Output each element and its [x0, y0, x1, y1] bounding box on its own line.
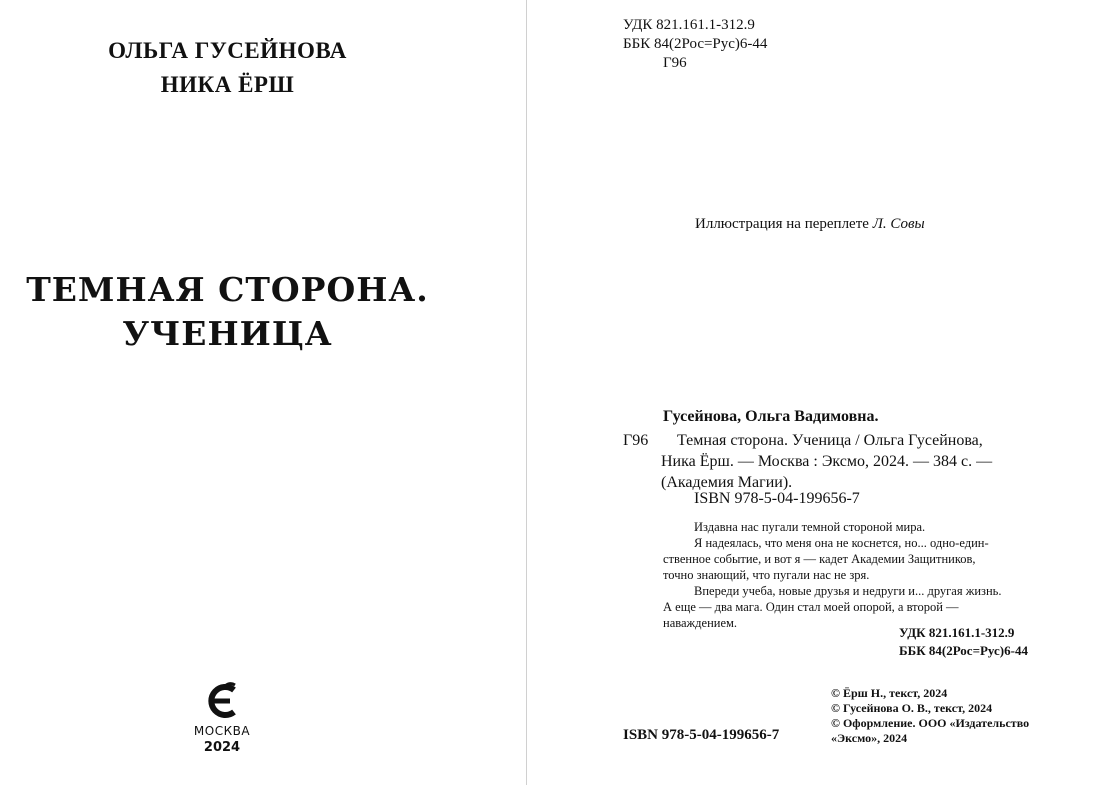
description-line: Темная сторона. Ученица / Ольга Гусейнова,: [677, 432, 983, 449]
record-isbn: ISBN 978-5-04-199656-7: [694, 490, 860, 507]
annotation: [663, 519, 1055, 631]
bbk-code: ББК 84(2Рос=Рус)6-44: [623, 36, 768, 52]
udk-code: УДК 821.161.1-312.9: [623, 17, 755, 33]
copyright-line: © Ёрш Н., текст, 2024: [831, 686, 948, 700]
annotation-line: А еще — два мага. Один стал моей опорой, а второй —: [663, 600, 959, 614]
record-code: Г96: [623, 432, 649, 449]
left-page: [0, 0, 526, 785]
udk-code: УДК 821.161.1-312.9: [899, 625, 1015, 640]
publisher-city: МОСКВА: [193, 724, 251, 738]
copyright-block: [831, 686, 1029, 746]
description-line: (Академия Магии).: [661, 474, 793, 491]
author-name: НИКА ЁРШ: [160, 72, 295, 97]
illustration-credit: [695, 216, 925, 233]
book-title-line: ТЕМНАЯ СТОРОНА.: [26, 270, 429, 309]
annotation-line: ственное событие, и вот я — кадет Академии Защитников,: [663, 552, 976, 566]
book-title-line: УЧЕНИЦА: [122, 314, 333, 353]
authors: [0, 34, 455, 102]
classification-bottom: [899, 624, 1028, 660]
classification-top: [623, 16, 767, 73]
illustration-artist: Л. Совы: [872, 216, 925, 232]
annotation-line: Я надеялась, что меня она не коснется, но... одно-един-: [694, 536, 989, 550]
description-line: Ника Ёрш. — Москва : Эксмо, 2024. — 384 с. —: [661, 453, 993, 470]
copyright-line: © Оформление. ООО «Издательство: [831, 716, 1030, 730]
record-author: Гусейнова, Ольга Вадимовна.: [663, 408, 879, 425]
author-sign: Г96: [663, 55, 687, 71]
annotation-line: Издавна нас пугали темной стороной мира.: [694, 520, 926, 534]
annotation-line: Впереди учеба, новые друзья и недруги и... другая жизнь.: [694, 584, 1002, 598]
publisher-year: 2024: [203, 740, 241, 755]
book-title: [0, 268, 455, 356]
eksmo-logo-icon: [204, 680, 240, 722]
copyright-line: «Эксмо», 2024: [831, 731, 908, 745]
bbk-code: ББК 84(2Рос=Рус)6-44: [899, 643, 1028, 658]
right-page: [527, 0, 1096, 785]
annotation-line: точно знающий, что пугали нас не зря.: [663, 568, 870, 582]
record-description: [663, 430, 992, 493]
author-name: ОЛЬГА ГУСЕЙНОВА: [108, 38, 347, 63]
illustration-text: Иллюстрация на переплете: [695, 216, 873, 232]
annotation-line: наваждением.: [663, 616, 738, 630]
isbn-bottom: ISBN 978-5-04-199656-7: [623, 727, 780, 743]
copyright-line: © Гусейнова О. В., текст, 2024: [831, 701, 993, 715]
